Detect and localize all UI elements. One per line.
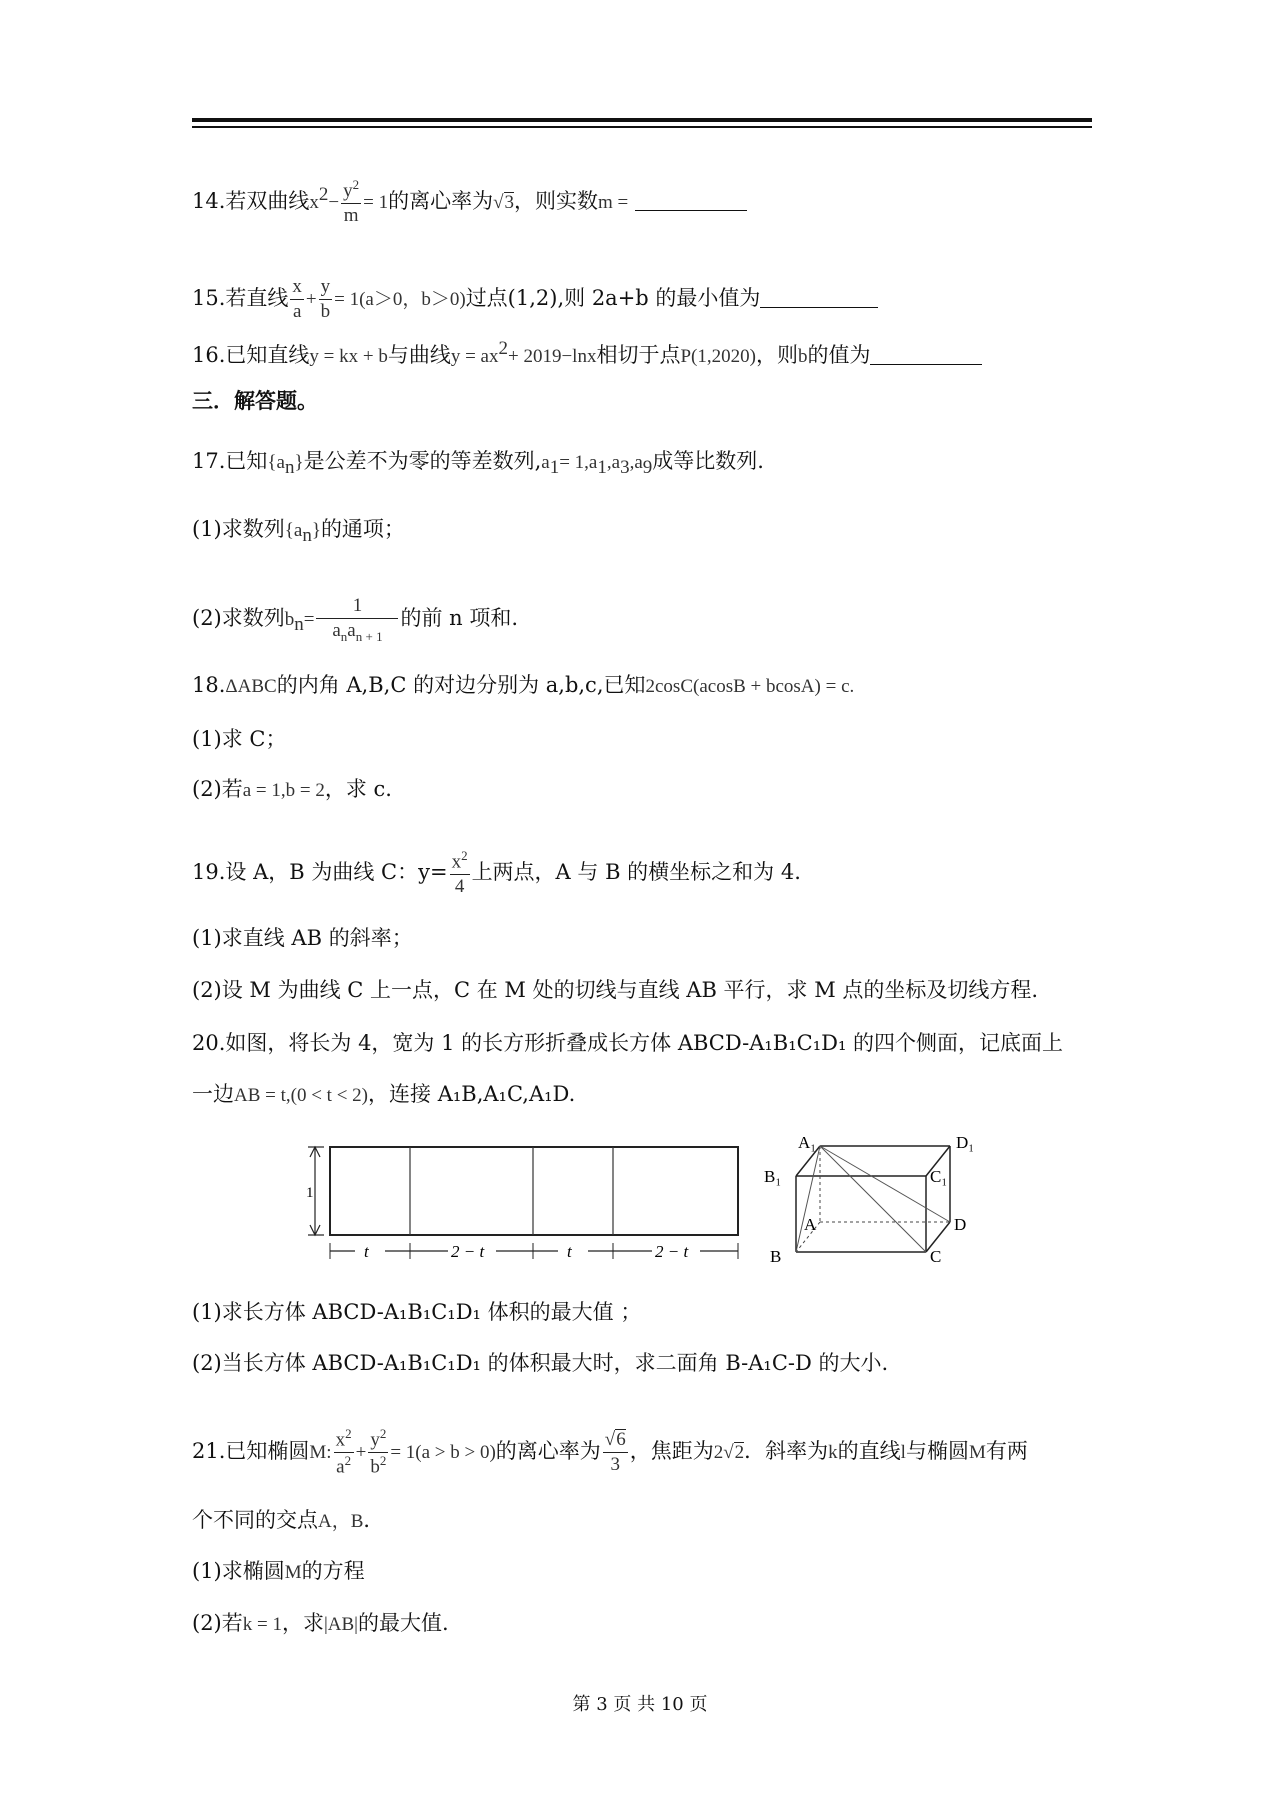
rectangle-outline (330, 1147, 738, 1235)
vertex-label: A₁ (798, 1133, 817, 1152)
question-15: 15.若直线 $\frac{x}{a}$ + $\frac{y}{b}$ = 1(a＞0，b＞0)过点(1,2),则 2a+b 的最小值为 (192, 275, 878, 324)
vertex-label: D (954, 1215, 967, 1234)
question-18-part-1: (1)求 C； (192, 727, 287, 751)
question-16: 16.已知直线y = kx + b与曲线$y = ax^2+ 2019-\ln x$相切于点P(1,2020)，则b的值为 (192, 334, 982, 372)
question-20: 20.如图，将长为 4，宽为 1 的长方形折叠成长方体 ABCD-A₁B₁C₁D₁ 的四个侧面，记底面上 (192, 1031, 1064, 1055)
section-heading: 三．解答题。 (192, 388, 318, 413)
vertex-label: C (930, 1247, 942, 1266)
question-18: 18.ΔABC的内角 A,B,C 的对边分别为 a,b,c,已知2cosC(acosB + bcosA) = c. (192, 673, 855, 697)
header-rule-thin (192, 126, 1092, 128)
segment-label: t (364, 1242, 369, 1261)
answer-blank[interactable] (870, 342, 982, 365)
vertex-label: D₁ (956, 1133, 975, 1152)
segment-label: t (567, 1242, 572, 1261)
question-17: 17.已知$\{a_n\}$是公差不为零的等差数列$,a_1= 1,a_1,a_3,a_9$成等比数列. (192, 449, 764, 479)
question-21: 21.已知椭圆M: $\frac{x^2}{a^2}$ + $\frac{y^2}{b^2}$ = 1(a > b > 0)的离心率为 $\frac{√6}{3}$ ，焦距为2√2．斜率为k的直线l与椭圆M有两 (192, 1426, 1028, 1478)
question-17-part-2: (2)求数列$b_n=$ $\frac{1}{a_na_{n + 1}}$ 的前 n 项和. (192, 595, 519, 644)
height-label: 1 (306, 1185, 314, 1201)
vertex-label: B₁ (764, 1167, 782, 1186)
fraction: $\frac{1}{a_na_{n + 1}}$ (316, 594, 398, 645)
question-17-part-1: (1)求数列$\{a_n\}$的通项； (192, 517, 405, 547)
question-21-part-1: (1)求椭圆M的方程 (192, 1559, 365, 1583)
fraction: $\frac{y^2}{m}$ (343, 177, 360, 227)
fraction: $\frac{x}{a}$ (292, 276, 302, 322)
question-20-part-1: (1)求长方体 ABCD-A₁B₁C₁D₁ 体积的最大值 ； (192, 1300, 642, 1324)
fraction: $\frac{y}{b}$ (320, 276, 331, 322)
question-19-part-2: (2)设 M 为曲线 C 上一点，C 在 M 处的切线与直线 AB 平行，求 M 点的坐标及切线方程. (192, 978, 1039, 1002)
question-20-line-2: 一边AB = t,(0 < t < 2)，连接 A₁B,A₁C,A₁D. (192, 1082, 576, 1106)
segment-label: 2 − t (451, 1242, 485, 1261)
unfolded-rectangle-figure (300, 1135, 750, 1265)
answer-blank[interactable] (635, 188, 747, 211)
cuboid-figure (760, 1130, 990, 1275)
question-21-part-2: (2)若k = 1，求|AB|的最大值. (192, 1611, 449, 1635)
question-19: 19.设 A，B 为曲线 C：y= $\frac{x^2}{4}$ 上两点，A 与 B 的横坐标之和为 4. (192, 848, 801, 898)
fraction: $\frac{x^2}{a^2}$ (335, 1426, 352, 1478)
segment-label: 2 − t (655, 1242, 689, 1261)
fraction: $\frac{√6}{3}$ (604, 1429, 626, 1476)
header-rule-thick (192, 118, 1092, 122)
page-footer: 第 3 页 共 10 页 (572, 1694, 708, 1715)
question-21-line-2: 个不同的交点A，B． (192, 1508, 385, 1532)
fraction: $\frac{y^2}{b^2}$ (370, 1426, 387, 1478)
question-14: 14.若双曲线$x^2-$ $\frac{y^2}{m}$ = 1的离心率为√3，则实数m = (192, 177, 747, 228)
question-20-part-2: (2)当长方体 ABCD-A₁B₁C₁D₁ 的体积最大时，求二面角 B-A₁C-D 的大小. (192, 1351, 889, 1375)
vertex-label: A (804, 1215, 817, 1234)
question-18-part-2: (2)若a = 1,b = 2，求 c. (192, 777, 392, 801)
answer-blank[interactable] (760, 285, 878, 308)
question-19-part-1: (1)求直线 AB 的斜率； (192, 926, 413, 950)
vertex-label: B (770, 1247, 782, 1266)
fraction: $\frac{x^2}{4}$ (451, 848, 468, 898)
vertex-label: C₁ (930, 1167, 948, 1186)
